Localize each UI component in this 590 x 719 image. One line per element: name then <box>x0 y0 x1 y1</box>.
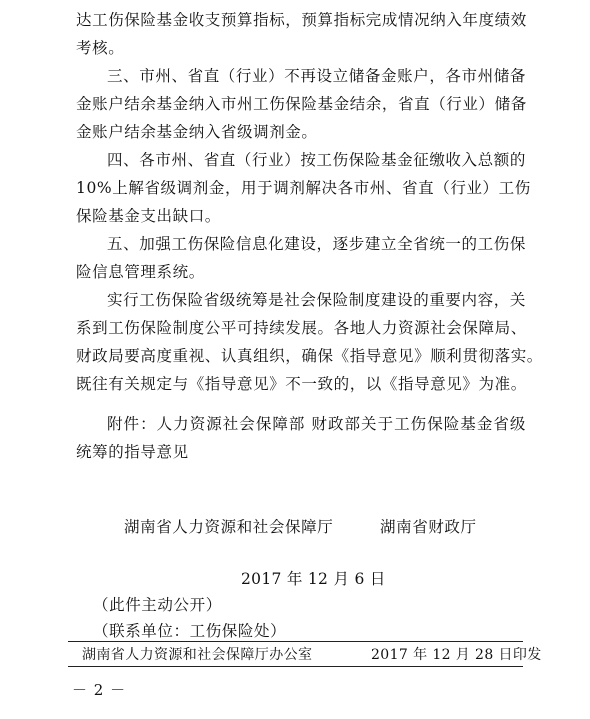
paragraph-line: 金账户结余基金纳入市州工伤保险基金结余，省直（行业）储备 <box>76 95 527 113</box>
paragraph-line: 保险基金支出缺口。 <box>76 207 221 225</box>
signature-left: 湖南省人力资源和社会保障厅 <box>124 518 334 536</box>
footer-top-rule <box>68 641 523 642</box>
paragraph-line: 系到工伤保险制度公平可持续发展。各地人力资源社会保障局、 <box>76 319 527 337</box>
paragraph-line: 财政局要高度重视、认真组织，确保《指导意见》顺利贯彻落实。 <box>76 347 543 365</box>
print-date: 2017 年 12 月 28 日印发 <box>371 647 542 663</box>
paragraph-line: 考核。 <box>76 39 125 57</box>
document-date: 2017 年 12 月 6 日 <box>241 570 386 588</box>
paragraph-line: 金账户结余基金纳入省级调剂金。 <box>76 123 318 141</box>
paragraph-line: 五、加强工伤保险信息化建设，逐步建立全省统一的工伤保 <box>107 235 526 253</box>
paragraph-line: 既往有关规定与《指导意见》不一致的，以《指导意见》为准。 <box>76 375 527 393</box>
paragraph-line: 实行工伤保险省级统筹是社会保险制度建设的重要内容，关 <box>107 291 526 309</box>
paragraph-line: 四、各市州、省直（行业）按工伤保险基金征缴收入总额的 <box>107 151 526 169</box>
paragraph-line: 达工伤保险基金收支预算指标，预算指标完成情况纳入年度绩效 <box>76 11 527 29</box>
signature-right: 湖南省财政厅 <box>380 518 477 536</box>
public-note: （此件主动公开） <box>93 596 222 614</box>
paragraph-line: 险信息管理系统。 <box>76 263 205 281</box>
paragraph-line: 10%上解省级调剂金，用于调剂解决各市州、省直（行业）工伤 <box>76 179 531 197</box>
contact-note: （联系单位：工伤保险处） <box>93 622 287 640</box>
issuing-office: 湖南省人力资源和社会保障厅办公室 <box>82 647 313 663</box>
attachment-line: 统筹的指导意见 <box>76 443 189 461</box>
attachment-line: 附件：人力资源社会保障部 财政部关于工伤保险基金省级 <box>107 415 526 433</box>
footer-bottom-rule <box>68 666 523 667</box>
page-number: － 2 － <box>72 681 127 699</box>
paragraph-line: 三、市州、省直（行业）不再设立储备金账户，各市州储备 <box>107 67 526 85</box>
